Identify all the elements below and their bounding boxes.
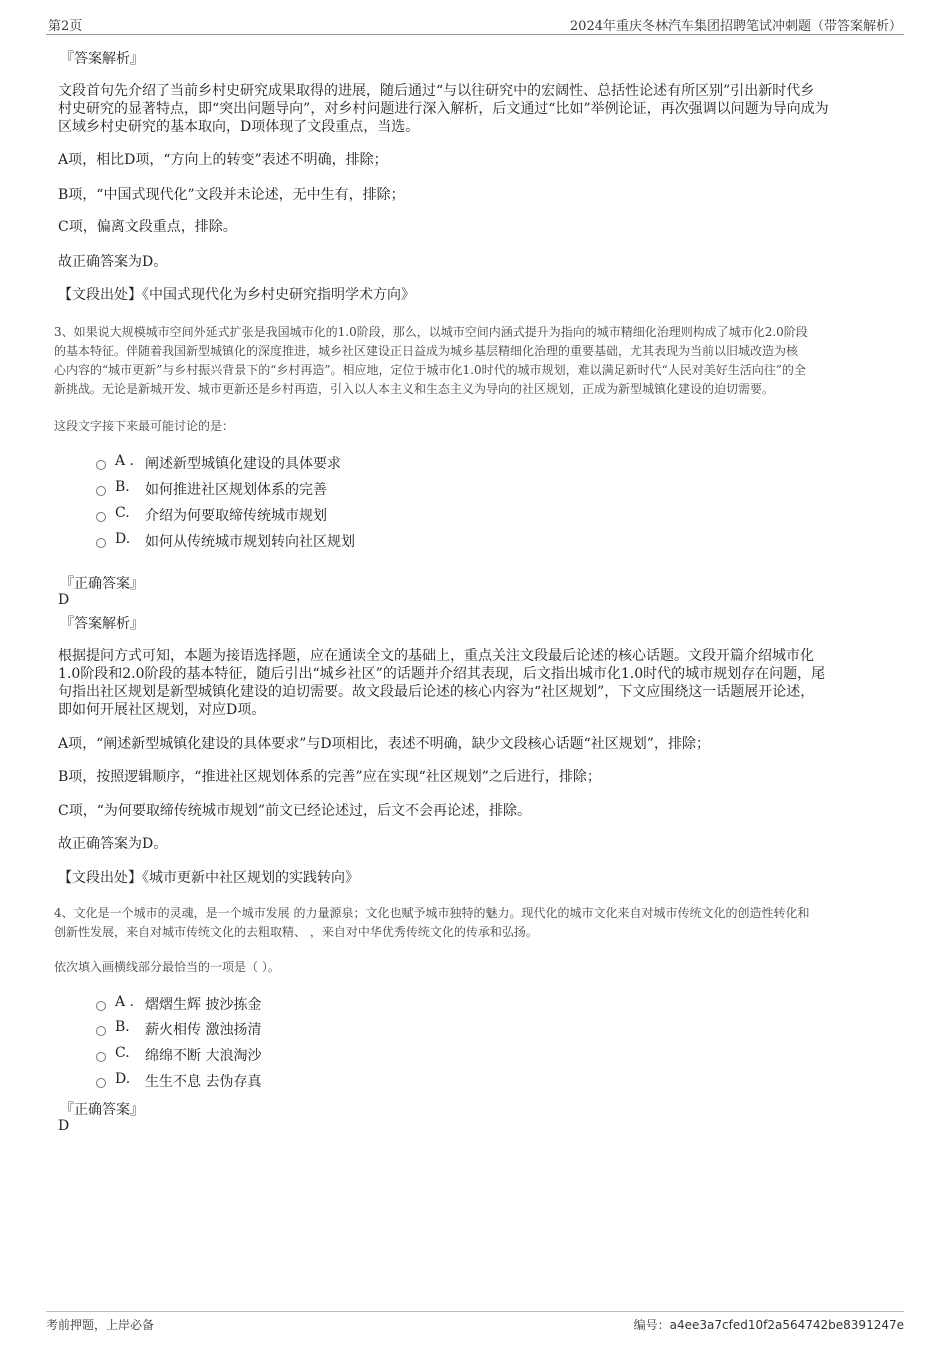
analysis-label: 『答案解析』	[60, 51, 144, 67]
page-footer	[46, 1311, 904, 1336]
option-text: 阐述新型城镇化建设的具体要求	[145, 456, 341, 472]
option-letter: B.	[115, 1019, 130, 1035]
option-text: 薪火相传 激浊扬清	[145, 1022, 262, 1038]
page-header	[46, 14, 904, 35]
code-value: a4ee3a7cfed10f2a564742be8391247e	[669, 1318, 904, 1332]
question-line: 心内容的“城市更新”与乡村振兴背景下的“乡村再造”。相应地，定位于城市化1.0时代的城市规划，难以满足新时代“人民对美好生活向往”的全	[54, 363, 806, 377]
option-letter: C.	[115, 505, 130, 521]
conclusion: 故正确答案为D。	[58, 254, 168, 270]
option-c-note: C项，偏离文段重点，排除。	[58, 219, 237, 235]
radio-icon[interactable]	[96, 538, 106, 548]
analysis-line: 句指出社区规划是新型城镇化建设的迫切需要。故文段最后论述的核心内容为“社区规划”，下文应围绕这一话题展开论述，	[58, 684, 815, 700]
correct-answer: D	[58, 1118, 70, 1134]
option-a-note: A项，“阐述新型城镇化建设的具体要求”与D项相比，表述不明确，缺少文段核心话题“社区规划”，排除；	[58, 736, 710, 752]
analysis-line: 文段首句先介绍了当前乡村史研究成果取得的进展，随后通过“与以往研究中的宏阔性、总括性论述有所区别”引出新时代乡	[58, 83, 815, 99]
conclusion: 故正确答案为D。	[58, 836, 168, 852]
code-label: 编号：	[633, 1318, 670, 1332]
option-text: 如何推进社区规划体系的完善	[145, 482, 327, 498]
radio-icon[interactable]	[96, 1001, 106, 1011]
footer-slogan: 考前押题，上岸必备	[46, 1318, 155, 1332]
option-letter: C.	[115, 1045, 130, 1061]
analysis-text	[58, 82, 829, 136]
option-b-note: B项，“中国式现代化”文段并未论述，无中生有，排除；	[58, 187, 405, 203]
option-a-note: A项，相比D项，“方向上的转变”表述不明确，排除；	[58, 152, 388, 168]
analysis-line: 即如何开展社区规划，对应D项。	[58, 702, 266, 718]
question-line: 3、如果说大规模城市空间外延式扩张是我国城市化的1.0阶段，那么，以城市空间内涵式提升为指向的城市精细化治理则构成了城市化2.0阶段	[54, 325, 808, 339]
analysis-line: 村史研究的显著特点，即“突出问题导向”，对乡村问题进行深入解析，后文通过“比如”举例论证，再次强调以问题为导向成为	[58, 101, 829, 117]
option-text: 生生不息 去伪存真	[145, 1074, 262, 1090]
option-letter: D.	[115, 531, 131, 547]
document-title: 2024年重庆冬林汽车集团招聘笔试冲刺题（带答案解析）	[569, 19, 902, 34]
source-citation: 【文段出处】《城市更新中社区规划的实践转向》	[58, 870, 359, 886]
correct-answer-label: 『正确答案』	[60, 576, 144, 592]
radio-icon[interactable]	[96, 1026, 106, 1036]
radio-icon[interactable]	[96, 1052, 106, 1062]
analysis-line: 区域乡村史研究的基本取向，D项体现了文段重点，当选。	[58, 119, 420, 135]
radio-icon[interactable]	[96, 512, 106, 522]
option-letter: A .	[115, 994, 135, 1010]
option-text: 介绍为何要取缔传统城市规划	[145, 508, 327, 524]
radio-icon[interactable]	[96, 1078, 106, 1088]
question-line: 创新性发展，来自对城市传统文化的去粗取精、 ，来自对中华优秀传统文化的传承和弘扬。	[54, 925, 538, 939]
question-line: 4、文化是一个城市的灵魂，是一个城市发展 的力量源泉；文化也赋予城市独特的魅力。现代化的城市文化来自对城市传统文化的创造性转化和	[54, 906, 810, 920]
question-3-prompt: 这段文字接下来最可能讨论的是：	[54, 419, 235, 433]
radio-icon[interactable]	[96, 486, 106, 496]
analysis-label: 『答案解析』	[60, 616, 144, 632]
option-b-note: B项，按照逻辑顺序，“推进社区规划体系的完善”应在实现“社区规划”之后进行，排除；	[58, 769, 601, 785]
option-text: 绵绵不断 大浪淘沙	[145, 1048, 262, 1064]
radio-icon[interactable]	[96, 460, 106, 470]
option-c-note: C项，“为何要取缔传统城市规划”前文已经论述过，后文不会再论述，排除。	[58, 803, 532, 819]
question-4-text	[54, 904, 809, 942]
option-letter: A .	[115, 453, 135, 469]
analysis-line: 1.0阶段和2.0阶段的基本特征，随后引出“城乡社区”的话题并介绍其表现，后文指出城市化1.0时代的城市规划存在问题，尾	[58, 666, 826, 682]
analysis-line: 根据提问方式可知，本题为接语选择题，应在通读全文的基础上，重点关注文段最后论述的核心话题。文段开篇介绍城市化	[58, 648, 814, 664]
option-letter: B.	[115, 479, 130, 495]
correct-answer-label: 『正确答案』	[60, 1102, 144, 1118]
source-citation: 【文段出处】《中国式现代化为乡村史研究指明学术方向》	[58, 287, 415, 303]
question-line: 新挑战。无论是新城开发、城市更新还是乡村再造，引入以人本主义和生态主义为导向的社区规划，正成为新型城镇化建设的迫切需要。	[54, 382, 775, 396]
option-letter: D.	[115, 1071, 131, 1087]
page-number: 第2页	[48, 19, 83, 34]
question-4-prompt: 依次填入画横线部分最恰当的一项是（ ）。	[54, 960, 280, 974]
question-line: 的基本特征。伴随着我国新型城镇化的深度推进，城乡社区建设正日益成为城乡基层精细化治理的重要基础，尤其表现为当前以旧城改造为核	[54, 344, 799, 358]
correct-answer: D	[58, 592, 70, 608]
question-3-text	[54, 323, 808, 399]
analysis-text	[58, 647, 825, 719]
option-text: 如何从传统城市规划转向社区规划	[145, 534, 355, 550]
option-text: 熠熠生辉 披沙拣金	[145, 997, 262, 1013]
document-code	[634, 1316, 904, 1333]
